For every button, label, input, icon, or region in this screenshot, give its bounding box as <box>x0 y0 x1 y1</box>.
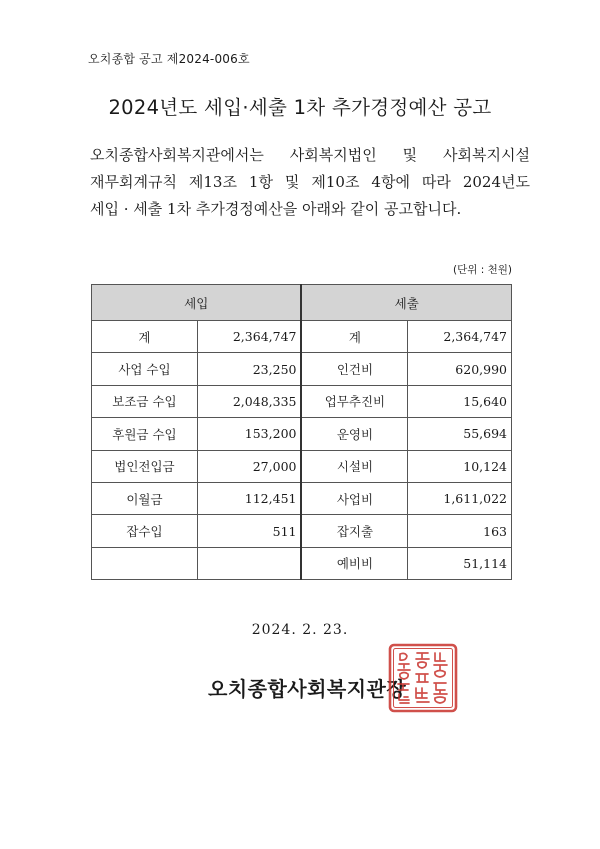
revenue-amount: 511 <box>197 515 301 547</box>
expense-amount: 620,990 <box>408 353 512 385</box>
revenue-header: 세입 <box>92 285 302 321</box>
revenue-label: 법인전입금 <box>92 450 198 482</box>
expense-amount: 163 <box>408 515 512 547</box>
table-row <box>92 450 512 482</box>
expense-label: 업무추진비 <box>301 385 407 417</box>
body-line-2: 재무회계규칙 제13조 1항 및 제10조 4항에 따라 2024년도 <box>90 173 530 191</box>
expense-label: 시설비 <box>301 450 407 482</box>
table-row <box>92 547 512 579</box>
document-number: 오치종합 공고 제2024-006호 <box>88 52 250 66</box>
revenue-amount: 153,200 <box>197 418 301 450</box>
table-header-row <box>92 285 512 321</box>
expense-label: 사업비 <box>301 482 407 514</box>
official-seal-icon <box>387 642 459 714</box>
expense-amount: 10,124 <box>408 450 512 482</box>
revenue-label: 후원금 수입 <box>92 418 198 450</box>
table-row <box>92 385 512 417</box>
expense-amount: 2,364,747 <box>408 321 512 353</box>
announcement-date: 2024. 2. 23. <box>251 622 349 638</box>
expense-amount: 1,611,022 <box>408 482 512 514</box>
expense-label: 잡지출 <box>301 515 407 547</box>
body-line-1: 오치종합사회복지관에서는 사회복지법인 및 사회복지시설 <box>90 146 530 164</box>
table-row <box>92 482 512 514</box>
expense-amount: 55,694 <box>408 418 512 450</box>
unit-note: (단위 : 천원) <box>453 264 512 276</box>
revenue-amount: 23,250 <box>197 353 301 385</box>
revenue-label: 보조금 수입 <box>92 385 198 417</box>
revenue-label: 계 <box>92 321 198 353</box>
revenue-amount: 27,000 <box>197 450 301 482</box>
revenue-label: 이월금 <box>92 482 198 514</box>
expense-label: 운영비 <box>301 418 407 450</box>
table-row <box>92 353 512 385</box>
body-line-3: 세입 · 세출 1차 추가경정예산을 아래와 같이 공고합니다. <box>90 200 462 218</box>
signer-name: 오치종합사회복지관장 <box>208 677 407 701</box>
revenue-amount: 2,048,335 <box>197 385 301 417</box>
page-title: 2024년도 세입·세출 1차 추가경정예산 공고 <box>108 96 492 119</box>
expense-header: 세출 <box>301 285 511 321</box>
announcement-body <box>90 142 530 223</box>
expense-label: 인건비 <box>301 353 407 385</box>
revenue-amount: 112,451 <box>197 482 301 514</box>
revenue-amount: 2,364,747 <box>197 321 301 353</box>
expense-label: 예비비 <box>301 547 407 579</box>
budget-table <box>91 284 512 580</box>
expense-label: 계 <box>301 321 407 353</box>
revenue-amount <box>197 547 301 579</box>
table-row <box>92 515 512 547</box>
revenue-label: 잡수입 <box>92 515 198 547</box>
expense-amount: 15,640 <box>408 385 512 417</box>
revenue-label <box>92 547 198 579</box>
table-row <box>92 321 512 353</box>
expense-amount: 51,114 <box>408 547 512 579</box>
table-row <box>92 418 512 450</box>
revenue-label: 사업 수입 <box>92 353 198 385</box>
